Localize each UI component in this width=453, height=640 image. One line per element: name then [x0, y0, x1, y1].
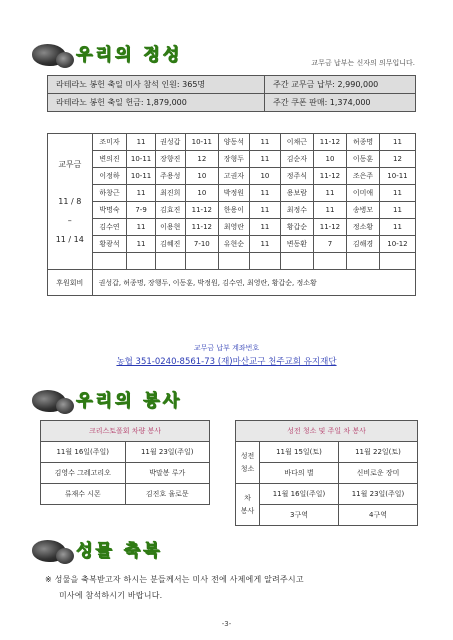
offering-donor-name: 이정하	[92, 168, 127, 185]
offering-months: 11	[127, 185, 155, 202]
page-number: -3-	[221, 620, 232, 628]
vehicle-service-cell: 박말봉 루가	[125, 463, 210, 484]
summary-table	[47, 75, 416, 112]
offering-donor-name: 이채근	[280, 134, 313, 151]
offering-donor-name: 권성갑	[155, 134, 185, 151]
section-title-news: 우리의 정성	[76, 45, 183, 65]
offering-months: 11	[127, 236, 155, 253]
offering-months: 12	[379, 151, 415, 168]
offering-months: 11-12	[313, 219, 346, 236]
offering-donor-name: 김수연	[92, 219, 127, 236]
offering-months: 11-12	[185, 219, 218, 236]
offering-months: 10	[249, 168, 280, 185]
offering-donor-name: 황갑순	[280, 219, 313, 236]
account-number: 농협 351-0240-8561-73 (재)마산교구 천주교회 유지재단	[116, 357, 337, 367]
offering-label-date-start: 11 / 8	[58, 196, 82, 206]
offering-label-date-end: 11 / 14	[55, 234, 84, 244]
blessing-note	[45, 572, 425, 604]
offering-table	[47, 133, 416, 296]
offering-months: 11	[127, 219, 155, 236]
offering-months: 7-10	[185, 236, 218, 253]
offering-months: 11	[249, 185, 280, 202]
offering-donor-name: 최정수	[280, 202, 313, 219]
offering-months: 11-12	[185, 202, 218, 219]
section-title-service: 우리의 봉사	[76, 391, 183, 411]
offering-donor-name: 김효진	[155, 202, 185, 219]
offering-donor-name: 유현순	[218, 236, 249, 253]
offering-months: 11	[313, 185, 346, 202]
vehicle-service-cell: 류재수 시몬	[41, 484, 126, 505]
offering-donor-name: 최영란	[218, 219, 249, 236]
offering-donor-name: 박명숙	[92, 202, 127, 219]
offering-months: 11	[127, 134, 155, 151]
offering-months: 10	[185, 168, 218, 185]
offering-donor-name: 고권자	[218, 168, 249, 185]
offering-donor-name: 김혜진	[155, 236, 185, 253]
offering-empty-cell	[249, 253, 280, 270]
offering-empty-cell	[218, 253, 249, 270]
car-service-label	[236, 484, 260, 526]
offering-months: 11-12	[313, 168, 346, 185]
offering-donor-name: 정주식	[280, 168, 313, 185]
offering-donor-name: 변의진	[92, 151, 127, 168]
offering-months: 7-9	[127, 202, 155, 219]
offering-months: 10	[313, 151, 346, 168]
offering-months: 10-11	[379, 168, 415, 185]
cleaning-label	[236, 442, 260, 484]
sponsor-names: 권성갑, 허종명, 장행두, 이동훈, 박정원, 김수연, 최영란, 황갑순, 정소황	[92, 270, 415, 296]
cleaning-date2: 11월 22일(토)	[339, 442, 418, 463]
offering-donor-name: 조은주	[347, 168, 380, 185]
summary-feast-collection: 라테라노 봉헌 축일 헌금: 1,879,000	[48, 94, 265, 112]
cleaning-group1: 바다의 별	[260, 463, 339, 484]
offering-donor-name: 하창근	[92, 185, 127, 202]
offering-months: 10-11	[185, 134, 218, 151]
offering-months: 11	[249, 151, 280, 168]
offering-donor-name: 김순자	[280, 151, 313, 168]
vehicle-service-date2: 11월 23일(주일)	[125, 442, 210, 463]
section-title-blessing: 성물 축복	[76, 541, 163, 561]
offering-donor-name: 조미자	[92, 134, 127, 151]
offering-donor-name: 변동환	[280, 236, 313, 253]
sponsor-label: 후원회비	[48, 270, 93, 296]
offering-donor-name: 한용이	[218, 202, 249, 219]
cleaning-label-line1: 성전	[240, 451, 255, 460]
blessing-note-line2: 미사에 참석하시기 바랍니다.	[59, 591, 163, 600]
car-service-zone1: 3구역	[260, 505, 339, 526]
offering-months: 11	[379, 185, 415, 202]
offering-months: 11	[313, 202, 346, 219]
offering-empty-cell	[185, 253, 218, 270]
offering-donor-name: 이미애	[347, 185, 380, 202]
offering-months: 11	[379, 202, 415, 219]
car-service-date2: 11월 23일(주일)	[339, 484, 418, 505]
offering-donor-name: 양동석	[218, 134, 249, 151]
cleaning-date1: 11월 15일(토)	[260, 442, 339, 463]
offering-donor-name: 장향진	[155, 151, 185, 168]
offering-months: 10	[185, 185, 218, 202]
offering-empty-cell	[347, 253, 380, 270]
blessing-note-line1: ※ 성물을 축복받고자 하시는 분들께서는 미사 전에 사제에게 알려주시고	[45, 575, 304, 584]
offering-donor-name: 황광석	[92, 236, 127, 253]
offering-donor-name: 최진희	[155, 185, 185, 202]
offering-months: 11-12	[313, 134, 346, 151]
offering-period-label	[48, 134, 93, 270]
offering-months: 11	[249, 219, 280, 236]
decorative-blob-small-icon	[56, 52, 74, 68]
offering-donor-name: 김해경	[347, 236, 380, 253]
vehicle-service-header: 크리스토폴회 차량 봉사	[41, 421, 210, 442]
offering-months: 11	[379, 134, 415, 151]
offering-empty-cell	[313, 253, 346, 270]
offering-donor-name: 허종명	[347, 134, 380, 151]
offering-empty-cell	[280, 253, 313, 270]
offering-donor-name: 송병모	[347, 202, 380, 219]
offering-months: 10-12	[379, 236, 415, 253]
offering-empty-cell	[155, 253, 185, 270]
summary-coupon-sales: 주간 쿠폰 판매: 1,374,000	[265, 94, 416, 112]
vehicle-service-table	[40, 420, 210, 505]
offering-months: 10-11	[127, 168, 155, 185]
car-service-zone2: 4구역	[339, 505, 418, 526]
car-label-line2: 봉사	[240, 506, 255, 515]
decorative-blob-small-icon	[56, 548, 74, 564]
vehicle-service-date1: 11월 16일(주일)	[41, 442, 126, 463]
offering-months: 10-11	[127, 151, 155, 168]
car-label-line1: 차	[244, 493, 251, 502]
offering-empty-cell	[92, 253, 127, 270]
offering-months: 11	[379, 219, 415, 236]
account-title: 교무금 납부 계좌번호	[193, 344, 260, 352]
offering-donor-name: 용보람	[280, 185, 313, 202]
offering-empty-cell	[379, 253, 415, 270]
cleaning-label-line2: 청소	[240, 464, 255, 473]
vehicle-service-cell: 김영수 그레고리오	[41, 463, 126, 484]
offering-label-dash: –	[67, 215, 72, 225]
offering-donor-name: 정소황	[347, 219, 380, 236]
offering-empty-cell	[127, 253, 155, 270]
decorative-blob-small-icon	[56, 398, 74, 414]
cleaning-service-table	[235, 420, 418, 526]
summary-attendance: 라테라노 봉헌 축일 미사 참석 인원: 365명	[48, 76, 265, 94]
cleaning-group2: 신비로운 장미	[339, 463, 418, 484]
offering-notice: 교무금 납부는 신자의 의무입니다.	[311, 59, 415, 67]
offering-months: 7	[313, 236, 346, 253]
offering-months: 12	[185, 151, 218, 168]
offering-donor-name: 이용현	[155, 219, 185, 236]
offering-donor-name: 박정원	[218, 185, 249, 202]
summary-weekly-offering: 주간 교무금 납부: 2,990,000	[265, 76, 416, 94]
vehicle-service-cell: 김진호 율로문	[125, 484, 210, 505]
offering-label-title: 교무금	[58, 159, 82, 169]
offering-months: 11	[249, 202, 280, 219]
cleaning-service-header: 성전 청소 및 주일 차 봉사	[236, 421, 418, 442]
offering-donor-name: 장형두	[218, 151, 249, 168]
offering-donor-name: 이동훈	[347, 151, 380, 168]
car-service-date1: 11월 16일(주일)	[260, 484, 339, 505]
offering-months: 11	[249, 236, 280, 253]
offering-months: 11	[249, 134, 280, 151]
offering-donor-name: 주용성	[155, 168, 185, 185]
